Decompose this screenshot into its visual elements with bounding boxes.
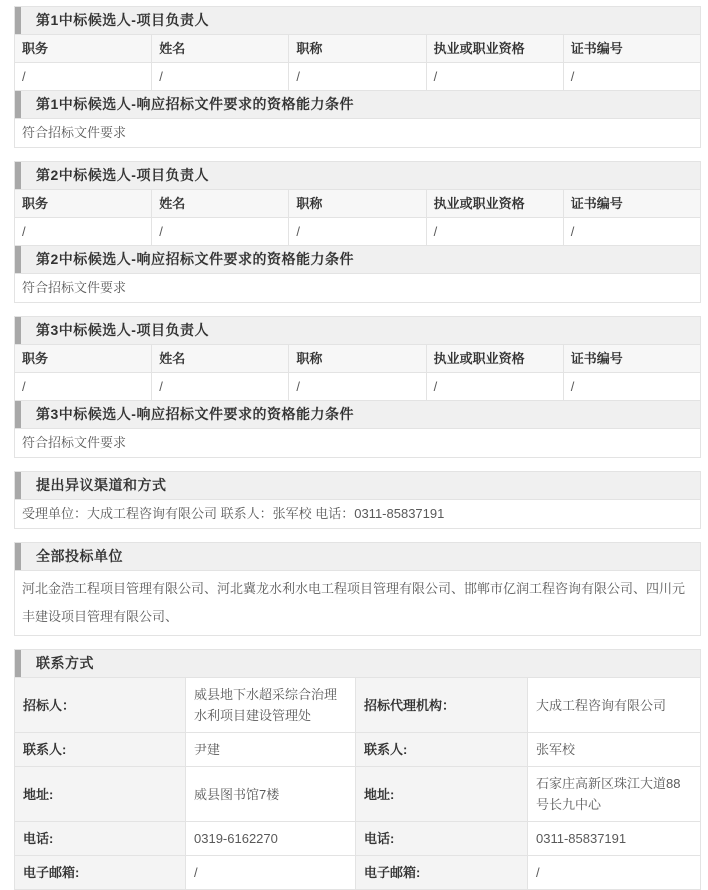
column-header-qualification: 执业或职业资格 xyxy=(426,345,563,373)
contact-section xyxy=(14,649,701,890)
contact-label-right: 电话: xyxy=(356,822,528,856)
column-header-name: 姓名 xyxy=(152,35,289,63)
cell-certificate-no: / xyxy=(563,63,700,91)
contact-label-left: 电子邮箱: xyxy=(15,856,186,890)
section-accent-bar xyxy=(15,317,21,344)
column-header-certificate-no: 证书编号 xyxy=(563,190,700,218)
contact-label-right: 招标代理机构： xyxy=(356,678,528,733)
objection-header xyxy=(14,471,701,500)
project-leader-table xyxy=(14,34,701,91)
candidate-leader-header xyxy=(14,6,701,35)
contact-title: 联系方式 xyxy=(36,655,94,671)
leader-table-value-row xyxy=(15,63,701,91)
contact-value-right: 0311-85837191 xyxy=(528,822,701,856)
cell-name: / xyxy=(152,373,289,401)
column-header-title: 职称 xyxy=(289,190,426,218)
candidate-section xyxy=(14,6,701,148)
contact-row xyxy=(15,678,701,733)
candidate-qualification-header xyxy=(14,245,701,274)
cell-title: / xyxy=(289,218,426,246)
column-header-name: 姓名 xyxy=(152,345,289,373)
section-accent-bar xyxy=(15,472,21,499)
contact-row xyxy=(15,733,701,767)
candidate-leader-title: 第3中标候选人-项目负责人 xyxy=(36,322,209,338)
project-leader-table xyxy=(14,344,701,401)
contact-table-body xyxy=(15,678,701,890)
contact-table xyxy=(14,677,701,890)
cell-qualification: / xyxy=(426,218,563,246)
section-accent-bar xyxy=(15,7,21,34)
cell-qualification: / xyxy=(426,63,563,91)
column-header-name: 姓名 xyxy=(152,190,289,218)
contact-label-right: 地址: xyxy=(356,767,528,822)
column-header-position: 职务 xyxy=(15,190,152,218)
cell-position: / xyxy=(15,63,152,91)
cell-position: / xyxy=(15,218,152,246)
all-bidders-section xyxy=(14,542,701,636)
contact-row xyxy=(15,822,701,856)
column-header-position: 职务 xyxy=(15,345,152,373)
cell-title: / xyxy=(289,373,426,401)
contact-label-left: 联系人: xyxy=(15,733,186,767)
cell-certificate-no: / xyxy=(563,373,700,401)
column-header-title: 职称 xyxy=(289,345,426,373)
contact-label-left: 电话: xyxy=(15,822,186,856)
contact-value-right: 大成工程咨询有限公司 xyxy=(528,678,701,733)
section-accent-bar xyxy=(15,246,21,273)
contact-value-left: 威县图书馆7楼 xyxy=(186,767,356,822)
candidate-qualification-header xyxy=(14,90,701,119)
contact-value-left: 0319-6162270 xyxy=(186,822,356,856)
qualification-statement: 符合招标文件要求 xyxy=(14,428,701,458)
candidate-qualification-header xyxy=(14,400,701,429)
cell-qualification: / xyxy=(426,373,563,401)
qualification-statement: 符合招标文件要求 xyxy=(14,273,701,303)
section-accent-bar xyxy=(15,543,21,570)
candidate-qualification-title: 第1中标候选人-响应招标文件要求的资格能力条件 xyxy=(36,96,354,112)
cell-certificate-no: / xyxy=(563,218,700,246)
candidate-leader-header xyxy=(14,161,701,190)
contact-header xyxy=(14,649,701,678)
column-header-certificate-no: 证书编号 xyxy=(563,35,700,63)
project-leader-table xyxy=(14,189,701,246)
contact-value-right: / xyxy=(528,856,701,890)
contact-label-left: 招标人： xyxy=(15,678,186,733)
contact-row xyxy=(15,856,701,890)
contact-value-right: 石家庄高新区珠江大道88号长九中心 xyxy=(528,767,701,822)
cell-title: / xyxy=(289,63,426,91)
contact-row xyxy=(15,767,701,822)
contact-value-right: 张军校 xyxy=(528,733,701,767)
leader-table-header-row xyxy=(15,190,701,218)
qualification-statement: 符合招标文件要求 xyxy=(14,118,701,148)
all-bidders-header xyxy=(14,542,701,571)
all-bidders-title: 全部投标单位 xyxy=(36,548,123,564)
contact-value-left: / xyxy=(186,856,356,890)
section-accent-bar xyxy=(15,650,21,677)
candidate-section xyxy=(14,316,701,458)
contact-label-right: 联系人: xyxy=(356,733,528,767)
contact-value-left: 尹建 xyxy=(186,733,356,767)
section-accent-bar xyxy=(15,162,21,189)
section-accent-bar xyxy=(15,91,21,118)
cell-name: / xyxy=(152,218,289,246)
cell-name: / xyxy=(152,63,289,91)
cell-position: / xyxy=(15,373,152,401)
leader-table-value-row xyxy=(15,218,701,246)
objection-section xyxy=(14,471,701,529)
objection-text: 受理单位：大成工程咨询有限公司 联系人：张军校 电话：0311-85837191 xyxy=(14,499,701,529)
column-header-certificate-no: 证书编号 xyxy=(563,345,700,373)
objection-title: 提出异议渠道和方式 xyxy=(36,477,167,493)
leader-table-value-row xyxy=(15,373,701,401)
column-header-title: 职称 xyxy=(289,35,426,63)
all-bidders-list: 河北金浩工程项目管理有限公司、河北冀龙水利水电工程项目管理有限公司、邯郸市亿润工程咨询有限公司、四川元丰建设项目管理有限公司、 xyxy=(14,570,701,636)
candidate-leader-title: 第2中标候选人-项目负责人 xyxy=(36,167,209,183)
leader-table-header-row xyxy=(15,345,701,373)
leader-table-header-row xyxy=(15,35,701,63)
candidate-leader-header xyxy=(14,316,701,345)
candidate-qualification-title: 第2中标候选人-响应招标文件要求的资格能力条件 xyxy=(36,251,354,267)
column-header-position: 职务 xyxy=(15,35,152,63)
candidate-leader-title: 第1中标候选人-项目负责人 xyxy=(36,12,209,28)
section-accent-bar xyxy=(15,401,21,428)
candidate-section xyxy=(14,161,701,303)
contact-label-left: 地址: xyxy=(15,767,186,822)
contact-value-left: 威县地下水超采综合治理水利项目建设管理处 xyxy=(186,678,356,733)
column-header-qualification: 执业或职业资格 xyxy=(426,35,563,63)
column-header-qualification: 执业或职业资格 xyxy=(426,190,563,218)
contact-label-right: 电子邮箱: xyxy=(356,856,528,890)
candidate-qualification-title: 第3中标候选人-响应招标文件要求的资格能力条件 xyxy=(36,406,354,422)
